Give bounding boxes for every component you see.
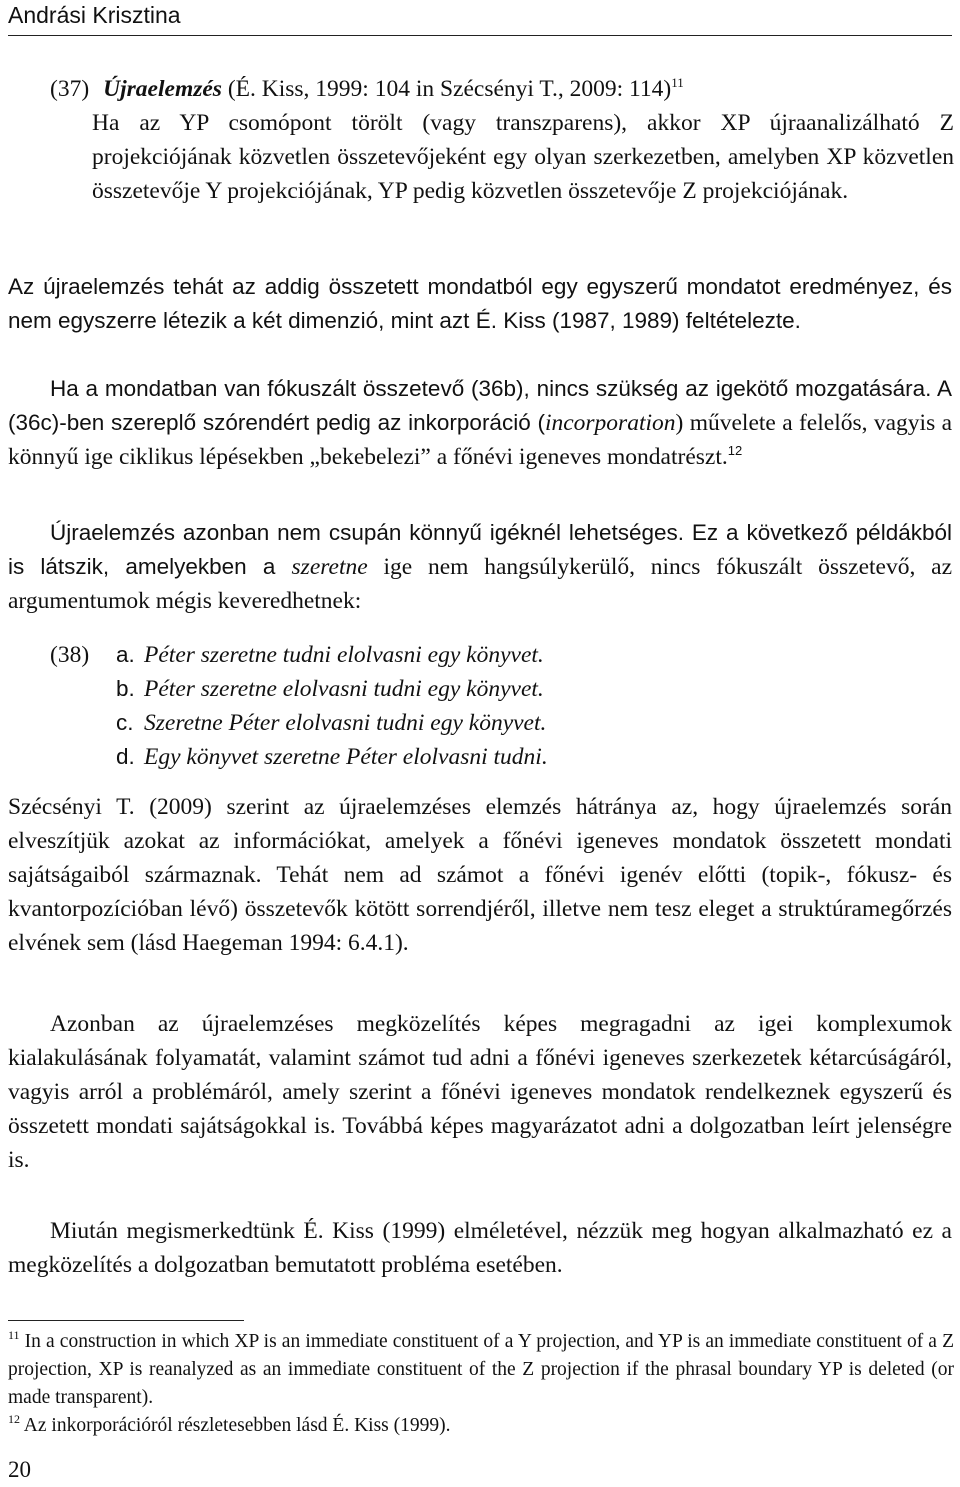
example-item-sentence: Péter szeretne elolvasni tudni egy könyvet. [144,676,544,702]
paragraph-2 [8,372,952,474]
footnote-12 [8,1412,954,1440]
example-38-item-d [50,740,910,774]
example-item-letter: a. [116,642,135,667]
example-38-item-a [50,638,910,672]
example-38-number: (38) [50,642,90,668]
example-37-title: Újraelemzés [103,76,222,102]
paragraph-2-part-b: ) művelete a felelős, vagyis a könnyű ige ciklikus lépésekben „bekebelezi” a főnévi igeneves mondatrészt. [8,410,953,470]
footnote-number: 12 [8,1412,20,1426]
example-37-number: (37) [50,76,90,102]
paragraph-2-term: incorporation [544,410,676,436]
footnote-number: 11 [8,1328,20,1342]
footnote-text: In a construction in which XP is an immediate constituent of a Y projection, and YP is an immediate constituent of a Z projection, XP is reanalyzed as an immediate constituent of the Z projection if the phrasal boundary YP is deleted (or made transparent). [8,1331,954,1408]
example-38 [50,638,910,774]
paragraph-3-part-b: ige nem hangsúlykerülő, nincs fókuszált összetevő, az argumentumok mégis keveredhetnek: [8,554,952,614]
running-header-author: Andrási Krisztina [8,2,181,28]
example-item-sentence: Egy könyvet szeretne Péter elolvasni tudni. [144,744,548,770]
footnote-text: Az inkorporációról részletesebben lásd É. Kiss (1999). [20,1415,451,1436]
footnote-11 [8,1328,954,1412]
paragraph-2-part-a: Ha a mondatban van fókuszált összetevő (36b), nincs szükség az igekötő mozgatására. A (36c)-ben szereplő szórendért pedig az inkorporáció ( [8,376,952,435]
paragraph-5 [8,1007,952,1177]
paragraph-3-part-a: Újraelemzés azonban nem csupán könnyű igéknél lehetséges. Ez a következő példákból is látszik, amelyekben a [8,520,952,579]
example-37-citation: (É. Kiss, 1999: 104 in Szécsényi T., 2009: 114) [221,76,672,102]
footnote-ref-11: 11 [671,75,684,90]
paragraph-1 [8,270,952,338]
example-item-sentence: Péter szeretne tudni elolvasni egy könyvet. [144,642,544,668]
paragraph-5-text: Azonban az újraelemzéses megközelítés képes megragadni az igei komplexumok kialakulásának folyamatát, valamint számot tud adni a főnévi igeneves szerkezetek kétarcúságáról, vagyis arról a problémáról, amely szerint a főnévi igeneves mondatok rendelkeznek egyszerű és összetett mondati sajátságokkal is. Továbbá képes magyarázatot adni a dolgozatban leírt jelenségre is. [8,1011,952,1173]
paragraph-2-text [8,372,952,474]
header-rule [8,35,952,36]
paragraph-3-term: szeretne [291,554,368,580]
paragraph-3 [8,516,952,618]
example-38-item-c [50,706,910,740]
footnote-rule [8,1320,244,1321]
footnote-ref-12: 12 [727,443,743,458]
example-37-heading [50,72,954,106]
example-item-letter: c. [116,710,134,735]
paragraph-1-text: Az újraelemzés tehát az addig összetett mondatból egy egyszerű mondatot eredményez, és nem egyszerre létezik a két dimenzió, mint azt É. Kiss (1987, 1989) feltételezte. [8,274,952,333]
example-38-item-b [50,672,910,706]
paragraph-4 [8,790,952,960]
paragraph-4-text: Szécsényi T. (2009) szerint az újraelemzéses elemzés hátránya az, hogy újraelemzés során elveszítjük azokat az információkat, amelyek a főnévi igeneves mondatok összetett mondati sajátságaiból származnak. Tehát nem ad számot a főnévi igenév előtti (topik-, fókusz- és kvantorpozícióban lévő) összetevők kötött sorrendjéről, illetve nem tesz eleget a struktúramegőrzés elvének sem (lásd Haegeman 1994: 6.4.1). [8,794,952,956]
paragraph-6-text: Miután megismerkedtünk É. Kiss (1999) elméletével, nézzük meg hogyan alkalmazható ez a megközelítés a dolgozatban bemutatott probléma esetében. [8,1218,952,1278]
example-37 [50,72,954,208]
example-item-sentence: Szeretne Péter elolvasni tudni egy könyvet. [144,710,547,736]
page-number: 20 [8,1457,31,1482]
paragraph-3-text [8,516,952,618]
example-37-definition: Ha az YP csomópont törölt (vagy transzparens), akkor XP újraanalizálható Z projekciójának közvetlen összetevőjeként egy olyan szerkezetben, amelyben XP közvetlen összetevője Y projekciójának, YP pedig közvetlen összetevője Z projekciójának. [92,110,954,204]
example-item-letter: b. [116,676,135,701]
example-item-letter: d. [116,744,135,769]
paragraph-6 [8,1214,952,1282]
